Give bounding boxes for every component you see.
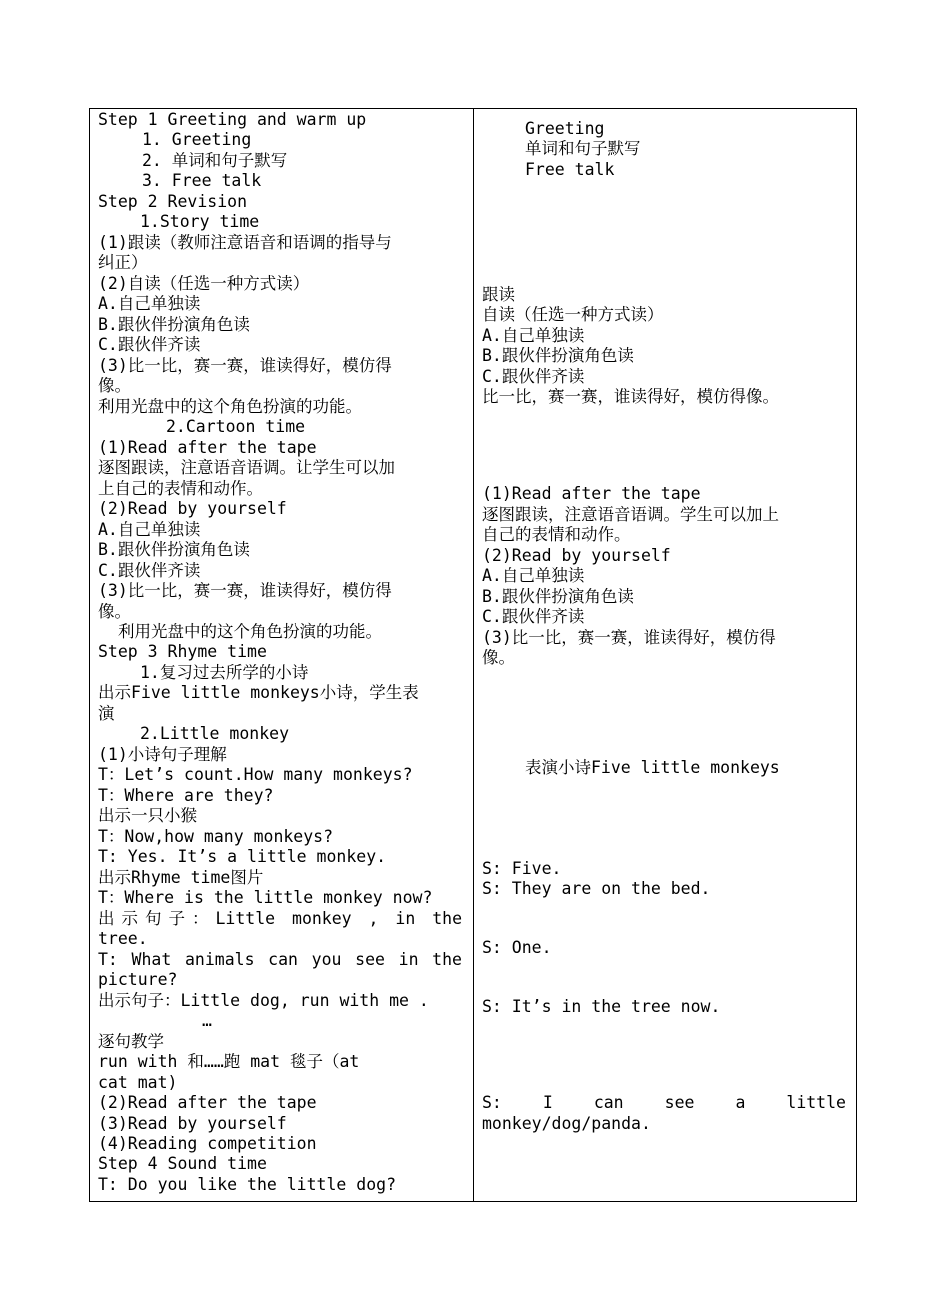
step-text-line: T: Do you like the little dog?	[98, 1174, 397, 1194]
step-text-line: 逐图跟读，注意语音语调。让学生可以加	[98, 458, 395, 478]
step-text-line: C.跟伙伴齐读	[98, 560, 201, 580]
step-text-line: T: Yes. It’s a little monkey.	[98, 847, 387, 867]
step-text-line: 出示一只小猴	[98, 806, 197, 826]
step-text-line: 上自己的表情和动作。	[98, 478, 263, 498]
step-text-line: 像。	[98, 601, 131, 621]
activity-text-line: B.跟伙伴扮演角色读	[482, 587, 634, 606]
step-text-line: 利用光盘中的这个角色扮演的功能。	[118, 622, 382, 641]
activity-text-line: 像。	[482, 648, 515, 667]
teaching-steps-column	[90, 109, 473, 1201]
step-text-line: 纠正）	[98, 253, 148, 273]
step-text-line: (4)Reading competition	[98, 1134, 317, 1153]
step-text-line: run with 和……跑 mat 毯子（at	[98, 1052, 360, 1072]
step-text-line: (2)自读（任选一种方式读）	[98, 273, 310, 293]
step-text-line: 1.Story time	[140, 212, 260, 232]
step-text-line: A.自己单独读	[98, 519, 201, 539]
activity-text-line: 表演小诗Five little monkeys	[525, 758, 780, 777]
step-text-line: Step 3 Rhyme time	[98, 642, 267, 662]
step-text-line: (1)Read after the tape	[98, 437, 317, 457]
activity-text-line: S: One.	[482, 938, 552, 957]
activity-text-line: S: It’s in the tree now.	[482, 997, 721, 1016]
step-text-line: Step 4 Sound time	[98, 1154, 267, 1174]
step-text-line: 利用光盘中的这个角色扮演的功能。	[98, 396, 362, 416]
activity-text-line: 单词和句子默写	[525, 139, 641, 158]
step-text-line: 出示Rhyme time图片	[98, 867, 264, 887]
step-text-line: 逐句教学	[98, 1031, 164, 1051]
step-text-line: 演	[98, 703, 115, 723]
step-text-line: (1)小诗句子理解	[98, 744, 227, 764]
step-text-line: 2.Little monkey	[140, 724, 290, 744]
activity-text-line: B.跟伙伴扮演角色读	[482, 346, 634, 365]
activity-text-line: (3)比一比，赛一赛，谁读得好，模仿得	[482, 628, 776, 647]
activity-text-line: C.跟伙伴齐读	[482, 367, 585, 386]
step-text-line: tree.	[98, 929, 148, 949]
step-text-line: A.自己单独读	[98, 294, 201, 314]
step-text-line: (3)比一比，赛一赛，谁读得好，模仿得	[98, 355, 392, 375]
activity-text-line: A.自己单独读	[482, 326, 585, 345]
step-text-line: T：Where is the little monkey now?	[98, 888, 433, 908]
activity-text-line: 自己的表情和动作。	[482, 525, 631, 544]
activity-text-line: (2)Read by yourself	[482, 546, 671, 565]
step-text-line: T：Now,how many monkeys?	[98, 826, 334, 846]
step-text-line: (1)跟读（教师注意语音和语调的指导与	[98, 232, 392, 252]
step-text-line: (2)Read after the tape	[98, 1093, 317, 1113]
step-text-line: …	[202, 1011, 212, 1031]
step-text-line: 1.复习过去所学的小诗	[140, 662, 309, 682]
step-text-line: T：Where are they?	[98, 785, 274, 805]
activity-text-line: 跟读	[482, 285, 515, 304]
activity-text-line: S: Five.	[482, 859, 562, 878]
step-text-line: 2. 单词和句子默写	[142, 150, 288, 170]
activity-text-line: monkey/dog/panda.	[482, 1114, 651, 1133]
step-text-line: cat mat)	[98, 1072, 178, 1092]
activity-text-line: Greeting	[525, 119, 605, 138]
step-text-line: (2)Read by yourself	[98, 499, 287, 519]
activity-text-line: 比一比，赛一赛，谁读得好，模仿得像。	[482, 387, 779, 406]
step-text-line: (3)比一比，赛一赛，谁读得好，模仿得	[98, 581, 392, 601]
step-text-line: C.跟伙伴齐读	[98, 335, 201, 355]
activity-text-line: Free talk	[525, 160, 615, 179]
step-text-line: 像。	[98, 376, 131, 396]
step-text-line: (3)Read by yourself	[98, 1113, 287, 1133]
step-text-line: T: What animals can you see in the	[98, 949, 462, 969]
step-text-line: 3. Free talk	[142, 171, 262, 191]
step-text-line: 出示Five little monkeys小诗，学生表	[98, 683, 419, 703]
step-text-line: T：Let’s count.How many monkeys?	[98, 765, 413, 785]
activity-text-line: (1)Read after the tape	[482, 484, 701, 503]
step-text-line: Step 1 Greeting and warm up	[98, 110, 367, 129]
step-text-line: 出示句子：Little monkey , in the	[98, 908, 462, 928]
step-text-line: picture?	[98, 970, 178, 990]
step-text-line: 2.Cartoon time	[166, 417, 306, 437]
step-text-line: B.跟伙伴扮演角色读	[98, 314, 250, 334]
step-text-line: B.跟伙伴扮演角色读	[98, 540, 250, 560]
activity-text-line: A.自己单独读	[482, 566, 585, 585]
activity-text-line: S: They are on the bed.	[482, 879, 711, 898]
step-text-line: Step 2 Revision	[98, 191, 248, 211]
step-text-line: 1. Greeting	[142, 130, 252, 150]
lesson-plan-table	[89, 108, 857, 1202]
activity-text-line: 逐图跟读，注意语音语调。学生可以加上	[482, 505, 779, 524]
activity-text-line: 自读（任选一种方式读）	[482, 305, 664, 324]
activity-text-line: S: I can see a little	[482, 1093, 846, 1112]
activity-text-line: C.跟伙伴齐读	[482, 607, 585, 626]
student-activities-column	[474, 109, 857, 1201]
step-text-line: 出示句子：Little dog, run with me .	[98, 990, 429, 1010]
